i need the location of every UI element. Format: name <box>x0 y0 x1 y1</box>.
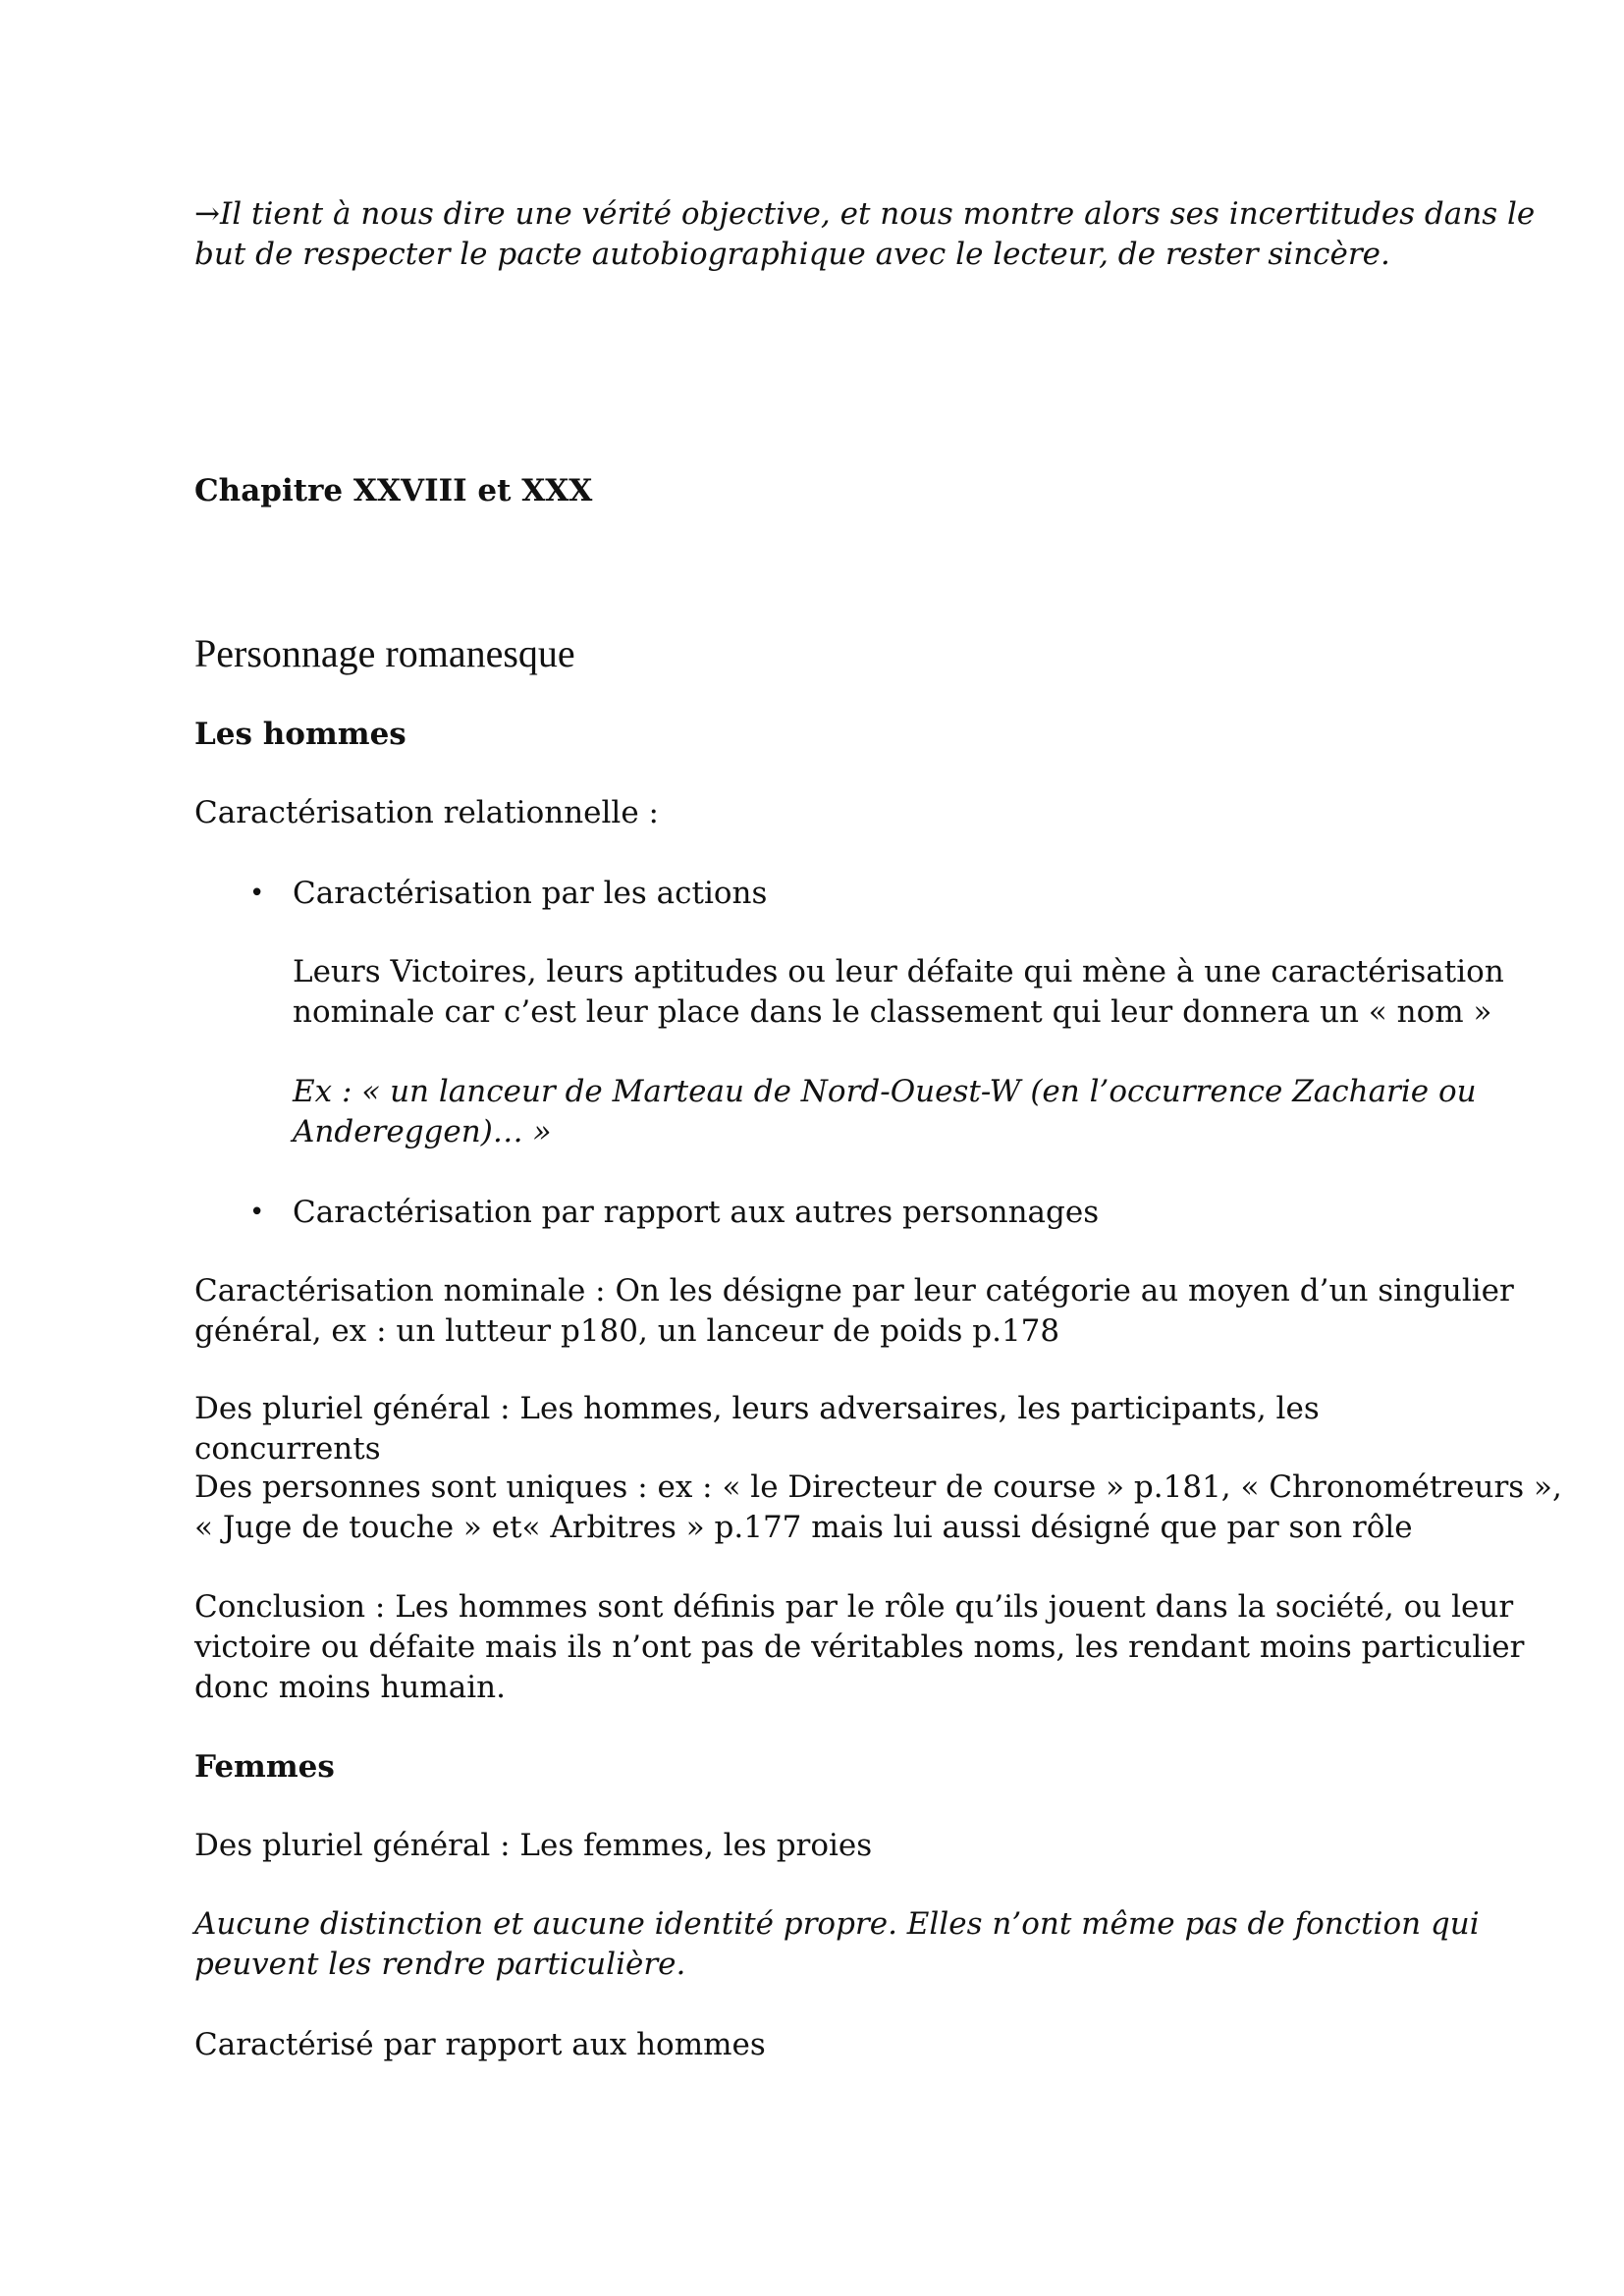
relational-label: Caractérisation relationnelle : <box>194 795 659 830</box>
bullet-text: Caractérisation par rapport aux autres personnages <box>293 1195 1100 1230</box>
men-heading: Les hommes <box>194 717 406 752</box>
nominal-paragraph: Caractérisation nominale : On les désigne par leur catégorie au moyen d’un singulier général, ex : un lutteur p180, un lanceur de poids p.178 <box>194 1273 1514 1349</box>
conclusion-paragraph: Conclusion : Les hommes sont définis par le rôle qu’ils jouent dans la société, ou leur victoire ou défaite mais ils n’ont pas de véritables noms, les rendant moins particulier donc moins humain. <box>194 1589 1525 1705</box>
right-arrow-icon: → <box>194 196 220 232</box>
women-plural-paragraph: Des pluriel général : Les femmes, les proies <box>194 1828 873 1863</box>
women-heading: Femmes <box>194 1749 335 1785</box>
women-note-paragraph: Aucune distinction et aucune identité propre. Elles n’ont même pas de fonction qui peuvent les rendre particulière. <box>194 1906 1480 1982</box>
bullet-icon: • <box>249 879 265 908</box>
plural-paragraph: Des pluriel général : Les hommes, leurs adversaires, les participants, les concurrents <box>194 1391 1320 1467</box>
intro-paragraph <box>194 194 1536 275</box>
intro-line-1: →Il tient à nous dire une vérité objective, et nous montre alors ses incertitudes dans le <box>194 196 1536 232</box>
unique-paragraph: Des personnes sont uniques : ex : « le Directeur de course » p.181, « Chronométreurs », « Juge de touche » et« Arbitres » p.177 mais lui aussi désigné que par son rôle <box>194 1469 1562 1545</box>
section-heading: Personnage romanesque <box>194 631 575 675</box>
chapter-title: Chapitre XXVIII et XXX <box>194 473 593 508</box>
women-relative-paragraph: Caractérisé par rapport aux hommes <box>194 2027 766 2062</box>
bullet-text: Caractérisation par les actions <box>293 876 768 911</box>
example-paragraph: Ex : « un lanceur de Marteau de Nord-Ouest-W (en l’occurrence Zacharie ou Andereggen)… » <box>293 1074 1477 1149</box>
victories-paragraph: Leurs Victoires, leurs aptitudes ou leur défaite qui mène à une caractérisation nominale car c’est leur place dans le classement qui leur donnera un « nom » <box>293 954 1504 1030</box>
bullet-icon: • <box>249 1198 265 1227</box>
intro-line-2: but de respecter le pacte autobiographique avec le lecteur, de rester sincère. <box>194 237 1390 272</box>
